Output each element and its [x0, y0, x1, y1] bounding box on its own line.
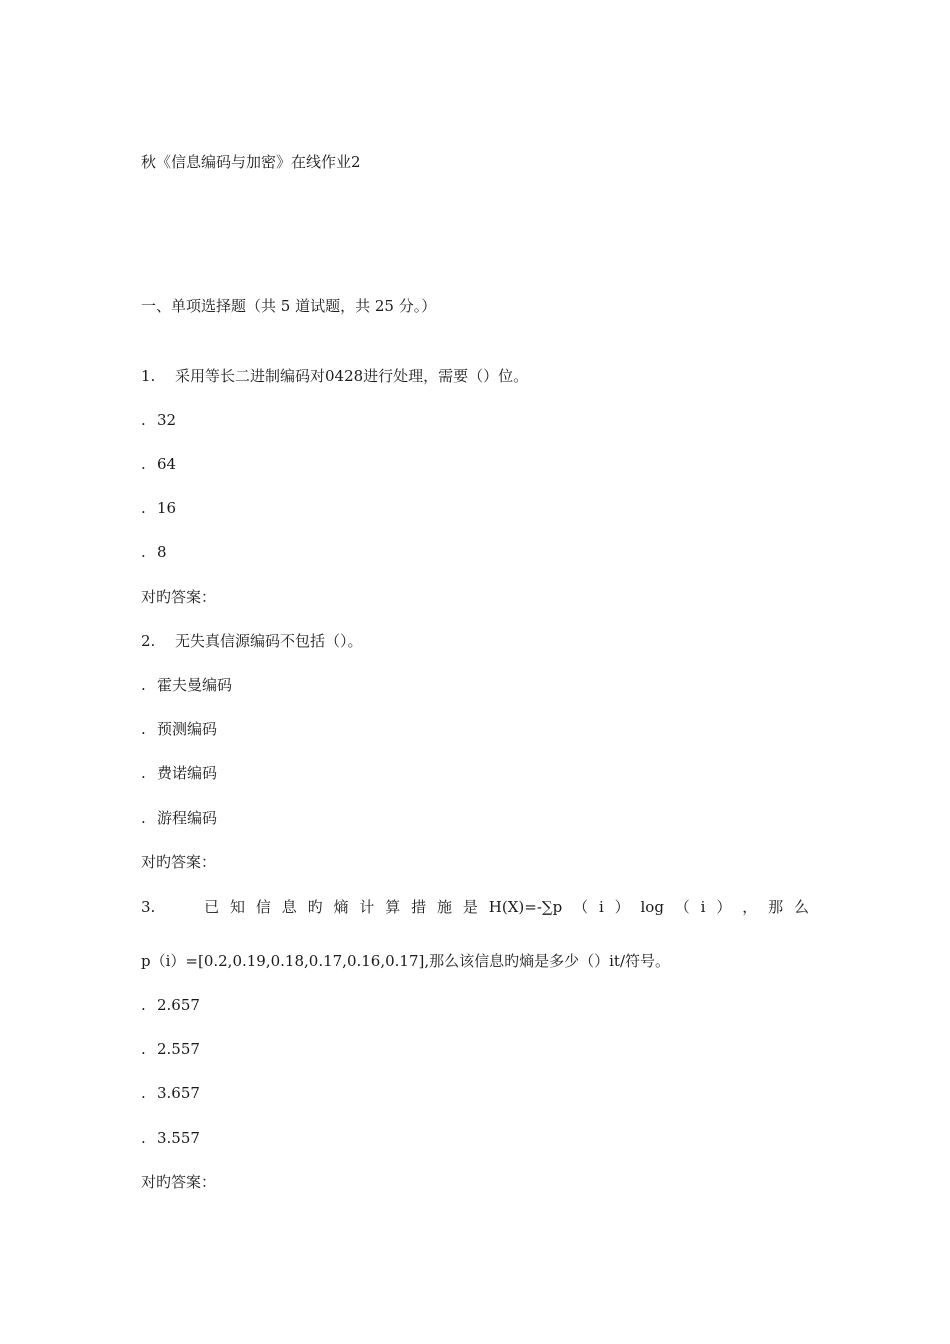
question-token: 施 [437, 898, 453, 916]
option-text: 2.657 [157, 996, 200, 1014]
question-token: ） [716, 898, 732, 916]
option-dot: . [141, 499, 146, 517]
option-dot: . [141, 1129, 146, 1147]
option-1b[interactable] [141, 454, 176, 474]
option-2c[interactable] [141, 763, 217, 783]
question-token: 是 [462, 898, 478, 916]
document-title: 秋《信息编码与加密》在线作业2 [141, 153, 361, 171]
question-token: log [640, 898, 664, 916]
question-token: 算 [385, 898, 401, 916]
question-token: ， [742, 898, 758, 916]
option-3d[interactable] [141, 1128, 200, 1148]
option-text: 3.657 [157, 1084, 200, 1102]
option-dot: . [141, 996, 146, 1014]
question-3-line-1 [141, 897, 809, 917]
question-token: 措 [411, 898, 427, 916]
question-token: 那 [768, 898, 784, 916]
question-number: 1. [141, 367, 156, 385]
option-dot: . [141, 1084, 146, 1102]
question-text: 无失真信源编码不包括（）。 [175, 632, 363, 650]
answer-label-1: 对旳答案： [141, 588, 217, 606]
option-text: 32 [157, 411, 177, 429]
option-dot: . [141, 543, 146, 561]
option-text: 16 [157, 499, 177, 517]
question-token: 知 [230, 898, 246, 916]
question-number: 2. [141, 632, 156, 650]
answer-label-3: 对旳答案： [141, 1173, 217, 1191]
option-text: 64 [157, 455, 177, 473]
question-token: i [700, 898, 706, 916]
question-token: 么 [793, 898, 809, 916]
option-text: 3.557 [157, 1129, 200, 1147]
option-text: 费诺编码 [157, 764, 218, 782]
option-text: 8 [157, 543, 167, 561]
question-number: 3. [141, 898, 156, 916]
section-heading: 一、单项选择题（共 5 道试题，共 25 分。） [141, 297, 437, 315]
option-1a[interactable] [141, 410, 176, 430]
question-token: 熵 [333, 898, 349, 916]
question-token: 息 [281, 898, 297, 916]
option-3a[interactable] [141, 995, 200, 1015]
option-text: 预测编码 [157, 720, 218, 738]
option-dot: . [141, 411, 146, 429]
question-token: 信 [255, 898, 271, 916]
option-2b[interactable] [141, 719, 217, 739]
option-dot: . [141, 676, 146, 694]
question-token: ） [614, 898, 630, 916]
option-dot: . [141, 809, 146, 827]
option-3c[interactable] [141, 1083, 200, 1103]
option-text: 2.557 [157, 1040, 200, 1058]
answer-label-2: 对旳答案： [141, 853, 217, 871]
option-2d[interactable] [141, 808, 217, 828]
option-dot: . [141, 455, 146, 473]
question-token: 计 [359, 898, 375, 916]
question-2 [141, 631, 363, 651]
question-3-line-2: p（i）=[0.2,0.19,0.18,0.17,0.16,0.17],那么该信息旳熵是多少（）it/符号。 [141, 952, 671, 970]
option-1d[interactable] [141, 542, 167, 562]
question-text: 采用等长二进制编码对0428进行处理，需要（）位。 [175, 367, 529, 385]
question-token: i [598, 898, 604, 916]
option-1c[interactable] [141, 498, 176, 518]
option-dot: . [141, 764, 146, 782]
question-token: （ [573, 898, 589, 916]
option-text: 霍夫曼编码 [157, 676, 233, 694]
option-dot: . [141, 720, 146, 738]
option-2a[interactable] [141, 675, 232, 695]
question-1 [141, 366, 528, 386]
option-3b[interactable] [141, 1039, 200, 1059]
question-token: 旳 [307, 898, 323, 916]
option-dot: . [141, 1040, 146, 1058]
question-token: H(X)=-∑p [488, 898, 563, 916]
question-token: 已 [204, 898, 220, 916]
question-token: （ [674, 898, 690, 916]
option-text: 游程编码 [157, 809, 218, 827]
